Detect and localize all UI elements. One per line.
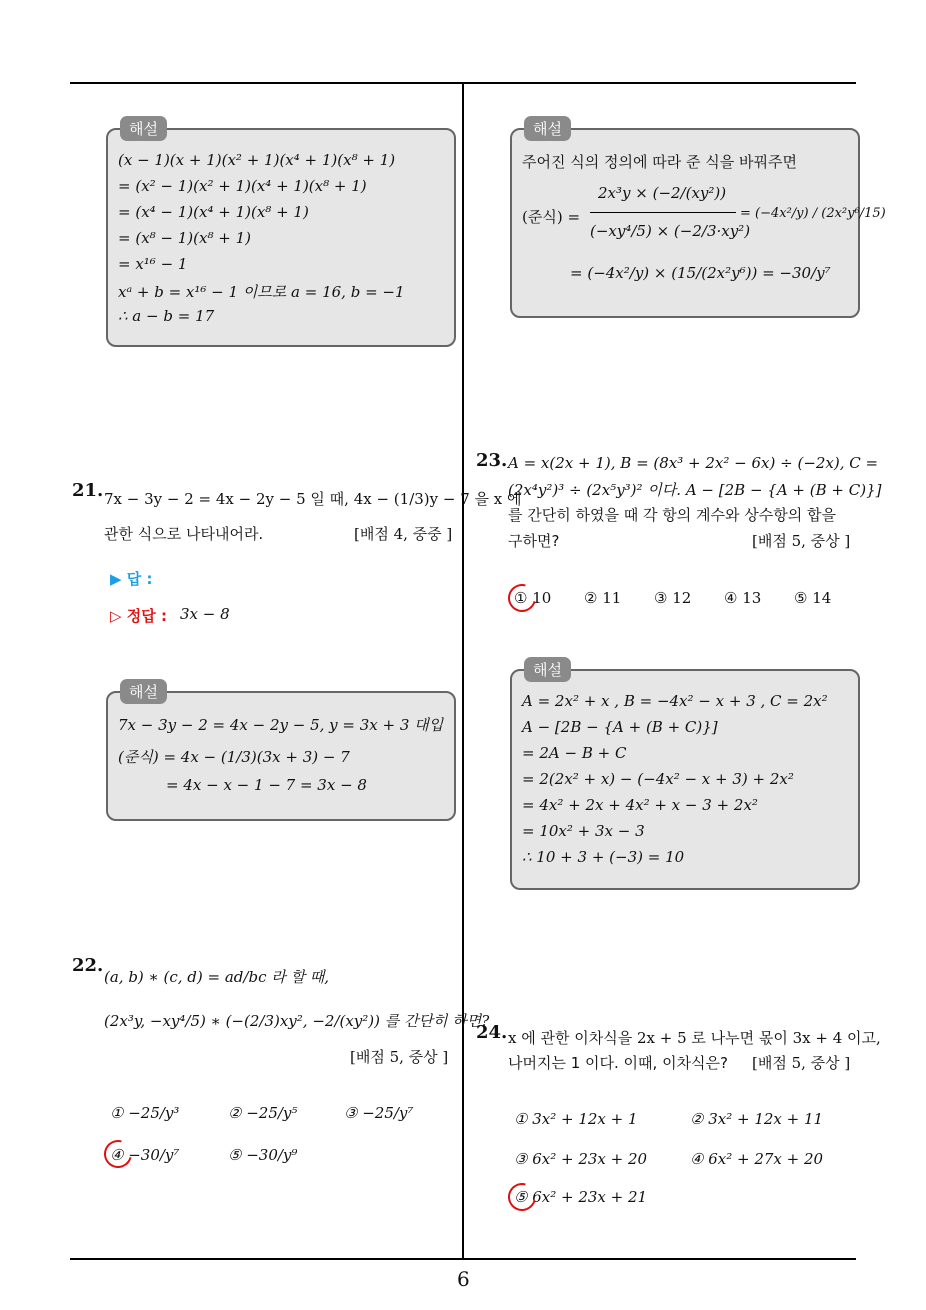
question-text: (2x⁴y²)³ ÷ (2x⁵y³)² 이다. A − [2B − {A + (B + C)}] bbox=[508, 481, 882, 499]
question-points: [배점 5, 중상 ] bbox=[752, 532, 851, 550]
solution-line: (x − 1)(x + 1)(x² + 1)(x⁴ + 1)(x⁸ + 1) bbox=[118, 151, 396, 169]
option-5[interactable]: ⑤ −30/y⁹ bbox=[228, 1146, 298, 1164]
question-text: (a, b) ∗ (c, d) = ad/bc 라 할 때, bbox=[104, 968, 330, 986]
solution-line: = 4x − x − 1 − 7 = 3x − 8 bbox=[166, 776, 367, 794]
bottom-rule bbox=[70, 1258, 856, 1260]
option-3[interactable]: ③ 12 bbox=[654, 589, 692, 607]
option-1[interactable]: ① −25/y³ bbox=[110, 1104, 180, 1122]
solution-right-expr: = (−4x²/y) / (2x²y⁶/15) bbox=[740, 206, 886, 221]
solution-line: 7x − 3y − 2 = 4x − 2y − 5, y = 3x + 3 대입 bbox=[118, 716, 444, 734]
fraction-numerator: 2x³y × (−2/(xy²)) bbox=[598, 184, 727, 202]
fraction-bar bbox=[590, 212, 736, 213]
solution-line: = (x² − 1)(x² + 1)(x⁴ + 1)(x⁸ + 1) bbox=[118, 177, 367, 195]
question-text: A = x(2x + 1), B = (8x³ + 2x² − 6x) ÷ (−2x), C = bbox=[508, 454, 879, 472]
solution-line: = 2(2x² + x) − (−4x² − x + 3) + 2x² bbox=[522, 770, 794, 788]
column-divider bbox=[462, 84, 464, 1259]
option-2[interactable]: ② 3x² + 12x + 11 bbox=[690, 1110, 824, 1128]
solution-label: 해설 bbox=[524, 116, 571, 141]
question-number: 23. bbox=[476, 450, 508, 471]
option-3[interactable]: ③ 6x² + 23x + 20 bbox=[514, 1150, 648, 1168]
page-number: 6 bbox=[457, 1267, 470, 1291]
question-text: 나머지는 1 이다. 이때, 이차식은? bbox=[508, 1054, 728, 1072]
option-5[interactable]: ⑤ 14 bbox=[794, 589, 832, 607]
question-text: (2x³y, −xy⁴/5) ∗ (−(2/3)xy², −2/(xy²)) 를 간단히 하면? bbox=[104, 1012, 490, 1030]
option-5[interactable]: ⑤ 6x² + 23x + 21 bbox=[514, 1188, 648, 1206]
solution-line: A − [2B − {A + (B + C)}] bbox=[522, 718, 718, 736]
option-2[interactable]: ② −25/y⁵ bbox=[228, 1104, 298, 1122]
solution-label: 해설 bbox=[120, 116, 167, 141]
solution-line: = x¹⁶ − 1 bbox=[118, 255, 188, 273]
question-points: [배점 5, 중상 ] bbox=[350, 1048, 449, 1066]
solution-line: = 10x² + 3x − 3 bbox=[522, 822, 645, 840]
option-4[interactable]: ④ 13 bbox=[724, 589, 762, 607]
question-number: 24. bbox=[476, 1022, 508, 1043]
question-text: 7x − 3y − 2 = 4x − 2y − 5 일 때, 4x − (1/3)y − 7 을 x 에 bbox=[104, 490, 522, 508]
solution-intro: 주어진 식의 정의에 따라 준 식을 바꿔주면 bbox=[522, 153, 797, 171]
question-points: [배점 4, 중중 ] bbox=[354, 525, 453, 543]
option-1[interactable]: ① 3x² + 12x + 1 bbox=[514, 1110, 638, 1128]
answer-label: ▶ 답 : bbox=[110, 570, 153, 588]
option-3[interactable]: ③ −25/y⁷ bbox=[344, 1104, 414, 1122]
fraction-denominator: (−xy⁴/5) × (−2/3·xy²) bbox=[590, 222, 751, 240]
question-text: 를 간단히 하였을 때 각 항의 계수와 상수항의 합을 bbox=[508, 506, 836, 524]
solution-line: = (x⁴ − 1)(x⁴ + 1)(x⁸ + 1) bbox=[118, 203, 309, 221]
question-text: 관한 식으로 나타내어라. bbox=[104, 525, 264, 543]
solution-line: ∴ a − b = 17 bbox=[118, 307, 215, 325]
question-number: 22. bbox=[72, 955, 104, 976]
solution-line: = 2A − B + C bbox=[522, 744, 627, 762]
solution-line: = (−4x²/y) × (15/(2x²y⁶)) = −30/y⁷ bbox=[570, 264, 831, 282]
question-text: x 에 관한 이차식을 2x + 5 로 나누면 몫이 3x + 4 이고, bbox=[508, 1029, 881, 1047]
question-number: 21. bbox=[72, 480, 104, 501]
question-points: [배점 5, 중상 ] bbox=[752, 1054, 851, 1072]
selected-answer-mark bbox=[503, 579, 541, 617]
solution-line: = (x⁸ − 1)(x⁸ + 1) bbox=[118, 229, 251, 247]
option-4[interactable]: ④ −30/y⁷ bbox=[110, 1146, 180, 1164]
question-text: 구하면? bbox=[508, 532, 560, 550]
option-1[interactable]: ① 10 bbox=[514, 589, 552, 607]
correct-answer-value: 3x − 8 bbox=[180, 605, 230, 623]
solution-line: A = 2x² + x , B = −4x² − x + 3 , C = 2x² bbox=[522, 692, 828, 710]
option-4[interactable]: ④ 6x² + 27x + 20 bbox=[690, 1150, 824, 1168]
solution-label-expr: (준식) = bbox=[522, 208, 581, 226]
selected-answer-mark bbox=[99, 1135, 137, 1173]
selected-answer-mark bbox=[503, 1178, 541, 1216]
solution-label: 해설 bbox=[524, 657, 571, 682]
solution-line: ∴ 10 + 3 + (−3) = 10 bbox=[522, 848, 685, 866]
solution-line: (준식) = 4x − (1/3)(3x + 3) − 7 bbox=[118, 748, 350, 766]
solution-line: xᵃ + b = x¹⁶ − 1 이므로 a = 16, b = −1 bbox=[118, 283, 405, 301]
solution-label: 해설 bbox=[120, 679, 167, 704]
correct-answer-label: ▷ 정답 : bbox=[110, 607, 167, 625]
solution-line: = 4x² + 2x + 4x² + x − 3 + 2x² bbox=[522, 796, 758, 814]
option-2[interactable]: ② 11 bbox=[584, 589, 622, 607]
